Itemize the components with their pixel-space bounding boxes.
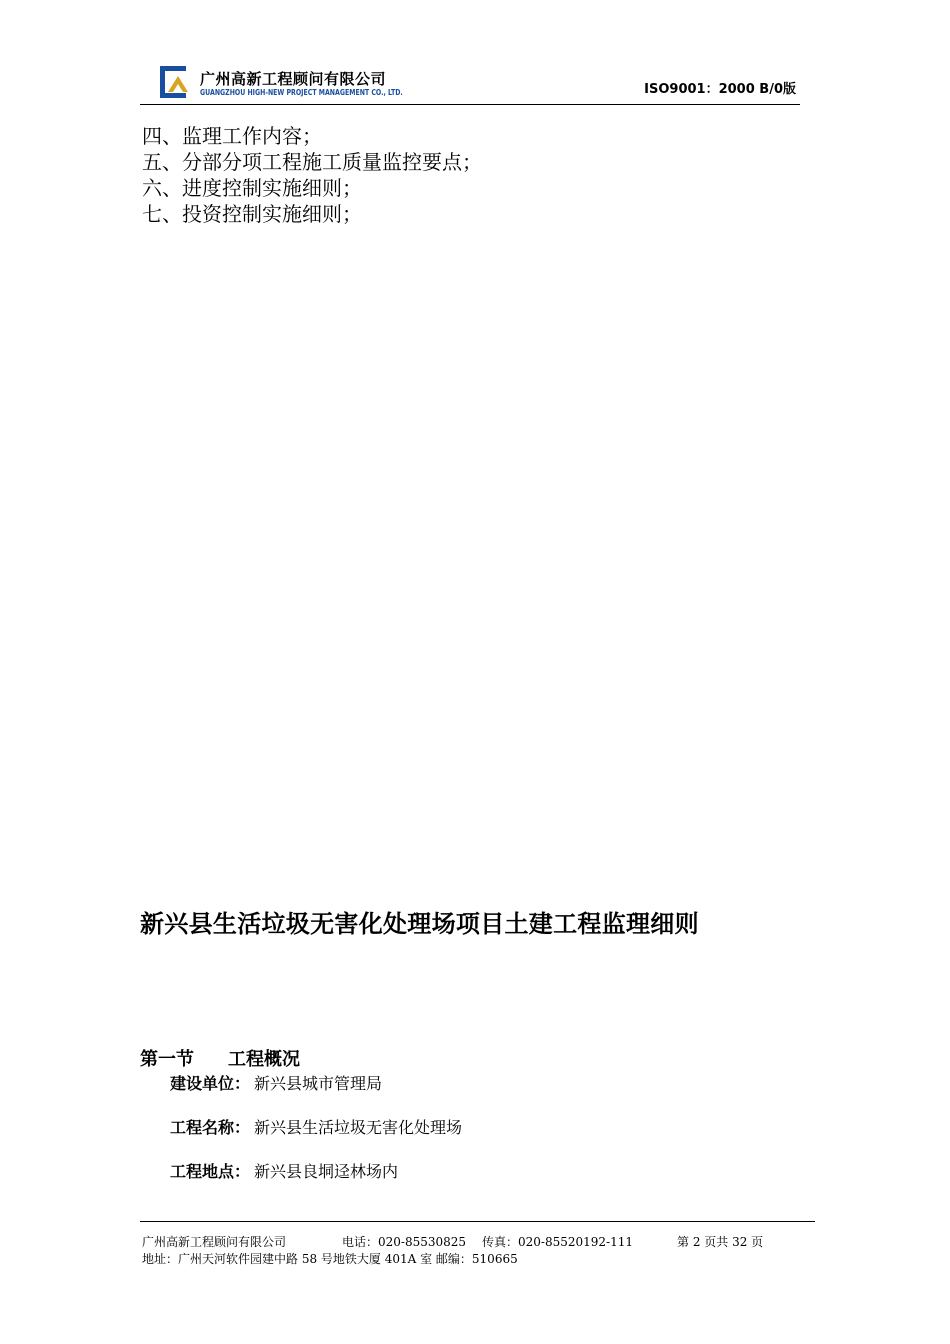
list-item: 四、监理工作内容； [142, 124, 322, 148]
info-row-client [170, 1071, 382, 1094]
page-header [140, 60, 800, 105]
info-label: 工程地点： [170, 1162, 251, 1181]
iso-standard: ISO9001：2000 B/0版 [644, 82, 796, 97]
company-name-cn: 广州高新工程顾问有限公司 [200, 70, 387, 88]
info-label: 工程名称： [170, 1118, 251, 1137]
footer-contact-line [142, 1233, 763, 1250]
document-title: 新兴县生活垃圾无害化处理场项目土建工程监理细则 [140, 910, 699, 938]
list-item: 六、进度控制实施细则； [142, 176, 362, 200]
info-row-project-name [170, 1115, 462, 1138]
footer-fax: 传真：020-85520192-111 [482, 1235, 633, 1249]
section-number: 第一节 [140, 1049, 194, 1070]
footer-page-number: 第 2 页共 32 页 [677, 1235, 764, 1249]
info-value: 新兴县城市管理局 [254, 1074, 383, 1093]
footer-address: 地址：广州天河软件园建中路 58 号地铁大厦 401A 室 邮编：510665 [142, 1252, 518, 1266]
footer-phone: 电话：020-85530825 [342, 1235, 467, 1249]
company-logo [152, 62, 192, 102]
info-value: 新兴县生活垃圾无害化处理场 [254, 1118, 463, 1137]
footer-divider [140, 1221, 815, 1222]
info-value: 新兴县良垌迳林场内 [254, 1162, 399, 1181]
list-item: 五、分部分项工程施工质量监控要点； [142, 150, 482, 174]
contents-list [142, 123, 482, 227]
list-item: 七、投资控制实施细则； [142, 202, 362, 226]
footer-company: 广州高新工程顾问有限公司 [142, 1235, 287, 1249]
info-label: 建设单位： [170, 1074, 251, 1093]
section-heading [140, 1045, 300, 1071]
info-row-location [170, 1159, 398, 1182]
company-name-en: GUANGZHOU HIGH-NEW PROJECT MANAGEMENT CO., LTD. [200, 88, 403, 97]
section-name: 工程概况 [228, 1049, 300, 1070]
